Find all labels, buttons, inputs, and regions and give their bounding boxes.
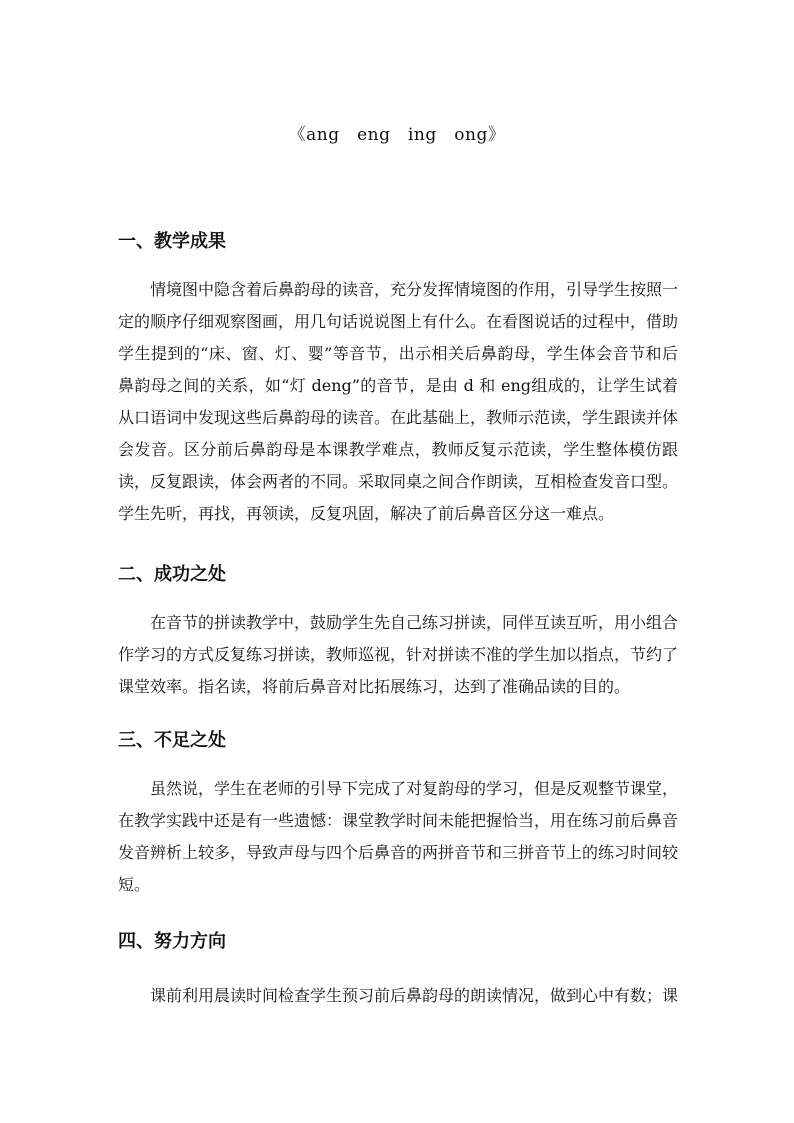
section-teaching-results: [118, 230, 678, 530]
section-improvement-direction: [118, 930, 678, 1012]
section-heading: 三、不足之处: [118, 730, 226, 751]
section-paragraph: 在音节的拼读教学中，鼓励学生先自己练习拼读，同伴互读互听，用小组合作学习的方式反复练习拼读，教师巡视，针对拼读不准的学生加以指点，节约了课堂效率。指名读，将前后鼻音对比拓展练习，达到了准确品读的目的。: [118, 613, 679, 696]
section-successes: [118, 563, 678, 703]
document-title: 《ang eng ing ong》: [288, 125, 506, 145]
section-heading: 一、教学成果: [118, 231, 226, 252]
section-paragraph: 虽然说，学生在老师的引导下完成了对复韵母的学习，但是反观整节课堂，在教学实践中还是有一些遗憾：课堂教学时间未能把握恰当，用在练习前后鼻音发音辨析上较多，导致声母与四个后鼻音的两拼音节和三拼音节上的练习时间较短。: [118, 779, 679, 894]
section-heading: 四、努力方向: [118, 931, 226, 952]
section-heading: 二、成功之处: [118, 564, 226, 585]
section-shortcomings: [118, 729, 678, 901]
section-paragraph: 课前利用晨读时间检查学生预习前后鼻韵母的朗读情况，做到心中有数；课: [150, 986, 679, 1005]
section-paragraph: 情境图中隐含着后鼻韵母的读音，充分发挥情境图的作用，引导学生按照一定的顺序仔细观察图画，用几句话说说图上有什么。在看图说话的过程中，借助学生提到的“床、窗、灯、婴”等音节，出示相关后鼻韵母，学生体会音节和后鼻韵母之间的关系，如“灯 deng”的音节，是由 d 和 eng组成的，让学生试着从口语词中发现这些后鼻韵母的读音。在此基础上，教师示范读，学生跟读并体会发音。区分前后鼻韵母是本课教学难点，教师反复示范读，学生整体模仿跟读，反复跟读，体会两者的不同。采取同桌之间合作朗读，互相检查发音口型。学生先听，再找，再领读，反复巩固，解决了前后鼻音区分这一难点。: [118, 280, 679, 523]
